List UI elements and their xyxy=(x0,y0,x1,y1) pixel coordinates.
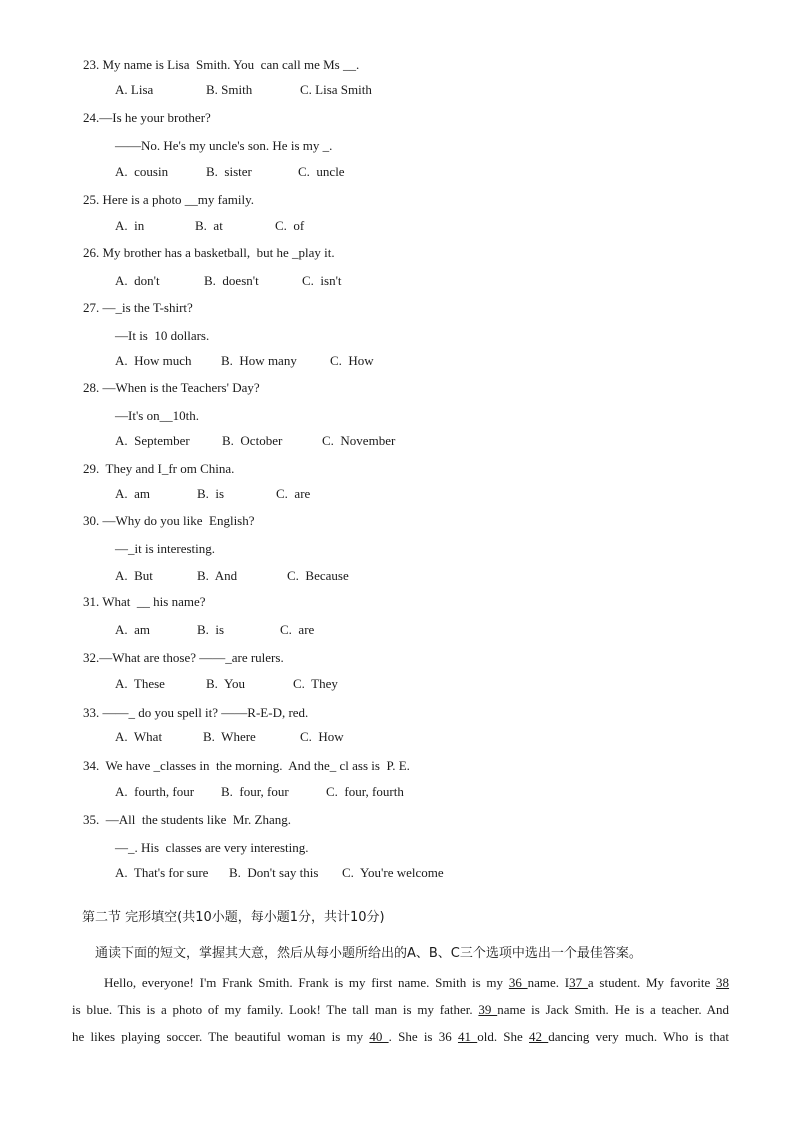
passage-text: dancing very much. Who is that xyxy=(548,1029,730,1044)
question-31-option-b: B. is xyxy=(197,622,225,637)
question-31-option-c: C. are xyxy=(280,622,315,637)
blank-40: 40 xyxy=(369,1029,389,1044)
question-32-option-a: A. These xyxy=(115,676,165,691)
question-30-option-a: A. But xyxy=(115,568,153,583)
passage-text: name. I xyxy=(527,975,570,990)
blank-42: 42 xyxy=(529,1029,549,1044)
question-35-option-c: C. You're welcome xyxy=(342,865,444,880)
question-28-sub: —It's on__10th. xyxy=(115,408,199,423)
passage-text: a student. My favorite xyxy=(587,975,717,990)
question-26-option-b: B. doesn't xyxy=(204,273,259,288)
question-32-stem: 32.—What are those? ——_are rulers. xyxy=(83,650,284,665)
passage-text: is blue. This is a photo of my family. Look! The tall man is my father. xyxy=(72,1002,479,1017)
question-28-option-c: C. November xyxy=(322,433,396,448)
passage-line-1 xyxy=(72,975,729,991)
blank-36: 36 xyxy=(508,975,528,990)
question-35-option-a: A. That's for sure xyxy=(115,865,209,880)
question-26-option-a: A. don't xyxy=(115,273,160,288)
question-25-option-c: C. of xyxy=(275,218,305,233)
passage-text: Hello, everyone! I'm Frank Smith. Frank is my first name. Smith is my xyxy=(104,975,509,990)
question-23-option-b: B. Smith xyxy=(206,82,253,97)
question-28-stem: 28. —When is the Teachers' Day? xyxy=(83,380,260,395)
question-31-option-a: A. am xyxy=(115,622,151,637)
question-33-stem: 33. ——_ do you spell it? ——R-E-D, red. xyxy=(83,705,309,720)
question-34-option-b: B. four, four xyxy=(221,784,289,799)
blank-39: 39 xyxy=(478,1002,498,1017)
question-28-option-a: A. September xyxy=(115,433,190,448)
question-33-option-b: B. Where xyxy=(203,729,256,744)
blank-37: 37 xyxy=(569,975,588,990)
question-30-sub: —_it is interesting. xyxy=(115,541,216,556)
question-32-option-c: C. They xyxy=(293,676,338,691)
question-24-option-a: A. cousin xyxy=(115,164,169,179)
instruction-text: 通读下面的短文，掌握其大意，然后从每小题所给出的A、B、C三个选项中选出一个最佳答案。 xyxy=(95,946,642,961)
question-24-sub: ——No. He's my uncle's son. He is my _. xyxy=(115,138,333,153)
question-27-option-a: A. How much xyxy=(115,353,192,368)
question-30-stem: 30. —Why do you like English? xyxy=(83,513,255,528)
question-29-stem: 29. They and I_fr om China. xyxy=(83,461,235,476)
passage-text: old. She xyxy=(477,1029,530,1044)
question-29-option-b: B. is xyxy=(197,486,225,501)
section-title: 第二节 完形填空(共10小题，每小题1分，共计10分) xyxy=(82,910,385,925)
question-34-option-c: C. four, fourth xyxy=(326,784,404,799)
question-27-option-b: B. How many xyxy=(221,353,297,368)
question-29-option-a: A. am xyxy=(115,486,151,501)
question-30-option-c: C. Because xyxy=(287,568,349,583)
question-24-option-c: C. uncle xyxy=(298,164,345,179)
question-23-option-a: A. Lisa xyxy=(115,82,154,97)
question-23-option-c: C. Lisa Smith xyxy=(300,82,372,97)
question-35-stem: 35. —All the students like Mr. Zhang. xyxy=(83,812,291,827)
question-28-option-b: B. October xyxy=(222,433,283,448)
blank-41: 41 xyxy=(457,1029,478,1044)
question-27-sub: —It is 10 dollars. xyxy=(115,328,210,343)
question-34-stem: 34. We have _classes in the morning. And the_ cl ass is P. E. xyxy=(83,758,410,773)
question-35-sub: —_. His classes are very interesting. xyxy=(115,840,309,855)
question-25-option-b: B. at xyxy=(195,218,223,233)
question-24-stem: 24.—Is he your brother? xyxy=(83,110,211,125)
passage-text: name is Jack Smith. He is a teacher. And xyxy=(497,1002,730,1017)
question-33-option-c: C. How xyxy=(300,729,344,744)
question-33-option-a: A. What xyxy=(115,729,163,744)
question-31-stem: 31. What __ his name? xyxy=(83,594,206,609)
question-34-option-a: A. fourth, four xyxy=(115,784,195,799)
question-35-option-b: B. Don't say this xyxy=(229,865,319,880)
passage-text: . She is 36 xyxy=(388,1029,458,1044)
passage-text: he likes playing soccer. The beautiful woman is my xyxy=(72,1029,370,1044)
blank-38: 38 xyxy=(716,975,730,990)
question-30-option-b: B. And xyxy=(197,568,238,583)
question-26-stem: 26. My brother has a basketball, but he _play it. xyxy=(83,245,335,260)
question-27-stem: 27. —_is the T-shirt? xyxy=(83,300,193,315)
question-24-option-b: B. sister xyxy=(206,164,252,179)
passage-line-2 xyxy=(72,1002,729,1018)
question-25-option-a: A. in xyxy=(115,218,145,233)
passage-line-3 xyxy=(72,1029,729,1045)
question-32-option-b: B. You xyxy=(206,676,246,691)
question-26-option-c: C. isn't xyxy=(302,273,342,288)
question-27-option-c: C. How xyxy=(330,353,374,368)
question-29-option-c: C. are xyxy=(276,486,311,501)
question-25-stem: 25. Here is a photo __my family. xyxy=(83,192,255,207)
question-23-stem: 23. My name is Lisa Smith. You can call me Ms __. xyxy=(83,57,360,72)
